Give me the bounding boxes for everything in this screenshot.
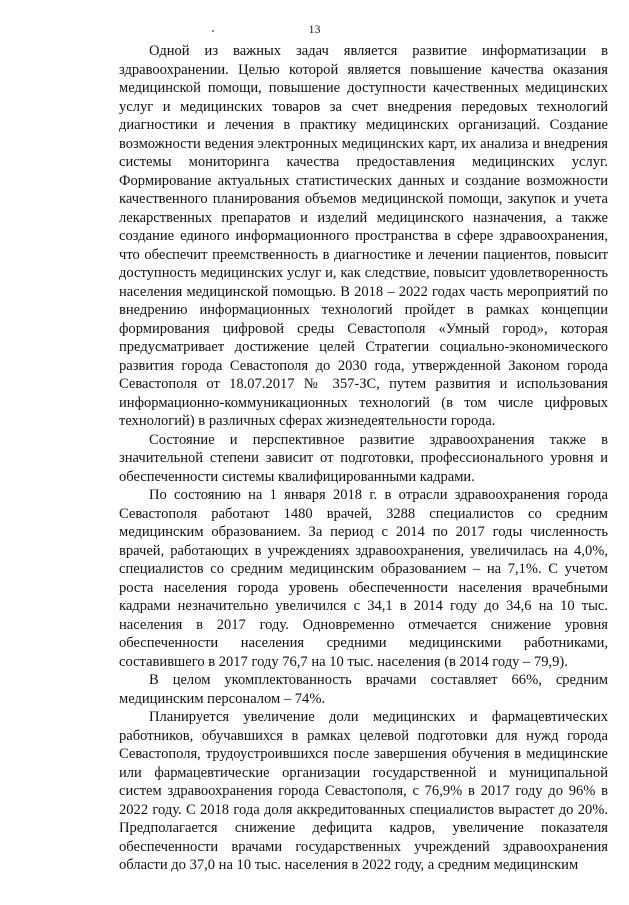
paragraph-informatization: Одной из важных задач является развитие информатизации в здравоохранении. Целью которой является повышение качества оказания медицинской помощи, повышение доступности качественных медицинских услуг и медицинских товаров за счет внедрения передовых технологий диагностики и лечения в практику медицинских организаций. Создание возможности ведения электронных медицинских карт, их анализа и внедрения системы мониторинга качества предоставления медицинских услуг. Формирование актуальных статистических данных и создание возможности качественного планирования объемов медицинской помощи, закупок и учета лекарственных препаратов и изделий медицинского назначения, а также создание единого информационного пространства в сфере здравоохранения, что обеспечит преемственность в диагностике и лечении пациентов, повысит доступность медицинских услуг и, как следствие, повысит удовлетворенность населения медицинской помощью. В 2018 – 2022 годах часть мероприятий по внедрению информационных технологий пройдет в рамках концепции формирования цифровой среды Севастополя «Умный город», которая предусматривает достижение целей Стратегии социально-экономического развития города Севастополя до 2030 года, утвержденной Законом города Севастополя от 18.07.2017 № 357-ЗС, путем развития и использования информационно-коммуникационных технологий (в том числе цифровых технологий) в различных сферах жизнедеятельности города. xyxy=(119,43,608,429)
paragraph-planned-increase: Планируется увеличение доли медицинских и фармацевтических работников, обучавшихся в рамках целевой подготовки для нужд города Севастополя, трудоустроившихся после завершения обучения в медицинские или фармацевтические организации государственной и муниципальной систем здравоохранения города Севастополя, с 76,9% в 2017 году до 96% в 2022 году. С 2018 года доля аккредитованных специалистов вырастет до 20%. Предполагается снижение дефицита кадров, увеличение показателя обеспеченности врачами государственных учреждений здравоохранения области до 37,0 на 10 тыс. населения в 2022 году, а средним медицинским xyxy=(119,709,608,873)
paragraph-staff-statistics: По состоянию на 1 января 2018 г. в отрасли здравоохранения города Севастополя работают 1480 врачей, 3288 специалистов со средним медицинским образованием. За период с 2014 по 2017 годы численность врачей, работающих в учреждениях здравоохранения, увеличилась на 4,0%, специалистов со средним медицинским образованием – на 7,1%. С учетом роста населения города уровень обеспеченности населения врачебными кадрами незначительно увеличился с 34,1 в 2014 году до 34,6 на 10 тыс. населения в 2017 году. Одновременно отмечается снижение уровня обеспеченности населения средними медицинскими работниками, составившего в 2017 году 76,7 на 10 тыс. населения (в 2014 году – 79,9). xyxy=(119,487,608,670)
body-text xyxy=(119,42,608,875)
paragraph-staffing-level: В целом укомплектованность врачами составляет 66%, средним медицинским персоналом – 74%. xyxy=(119,672,608,707)
page-number: 13 xyxy=(308,22,321,36)
paragraph-staffing-state: Состояние и перспективное развитие здравоохранения также в значительной степени зависит от подготовки, профессионального уровня и обеспеченности системы квалифицированными кадрами. xyxy=(119,431,608,485)
scan-speck xyxy=(212,30,214,32)
